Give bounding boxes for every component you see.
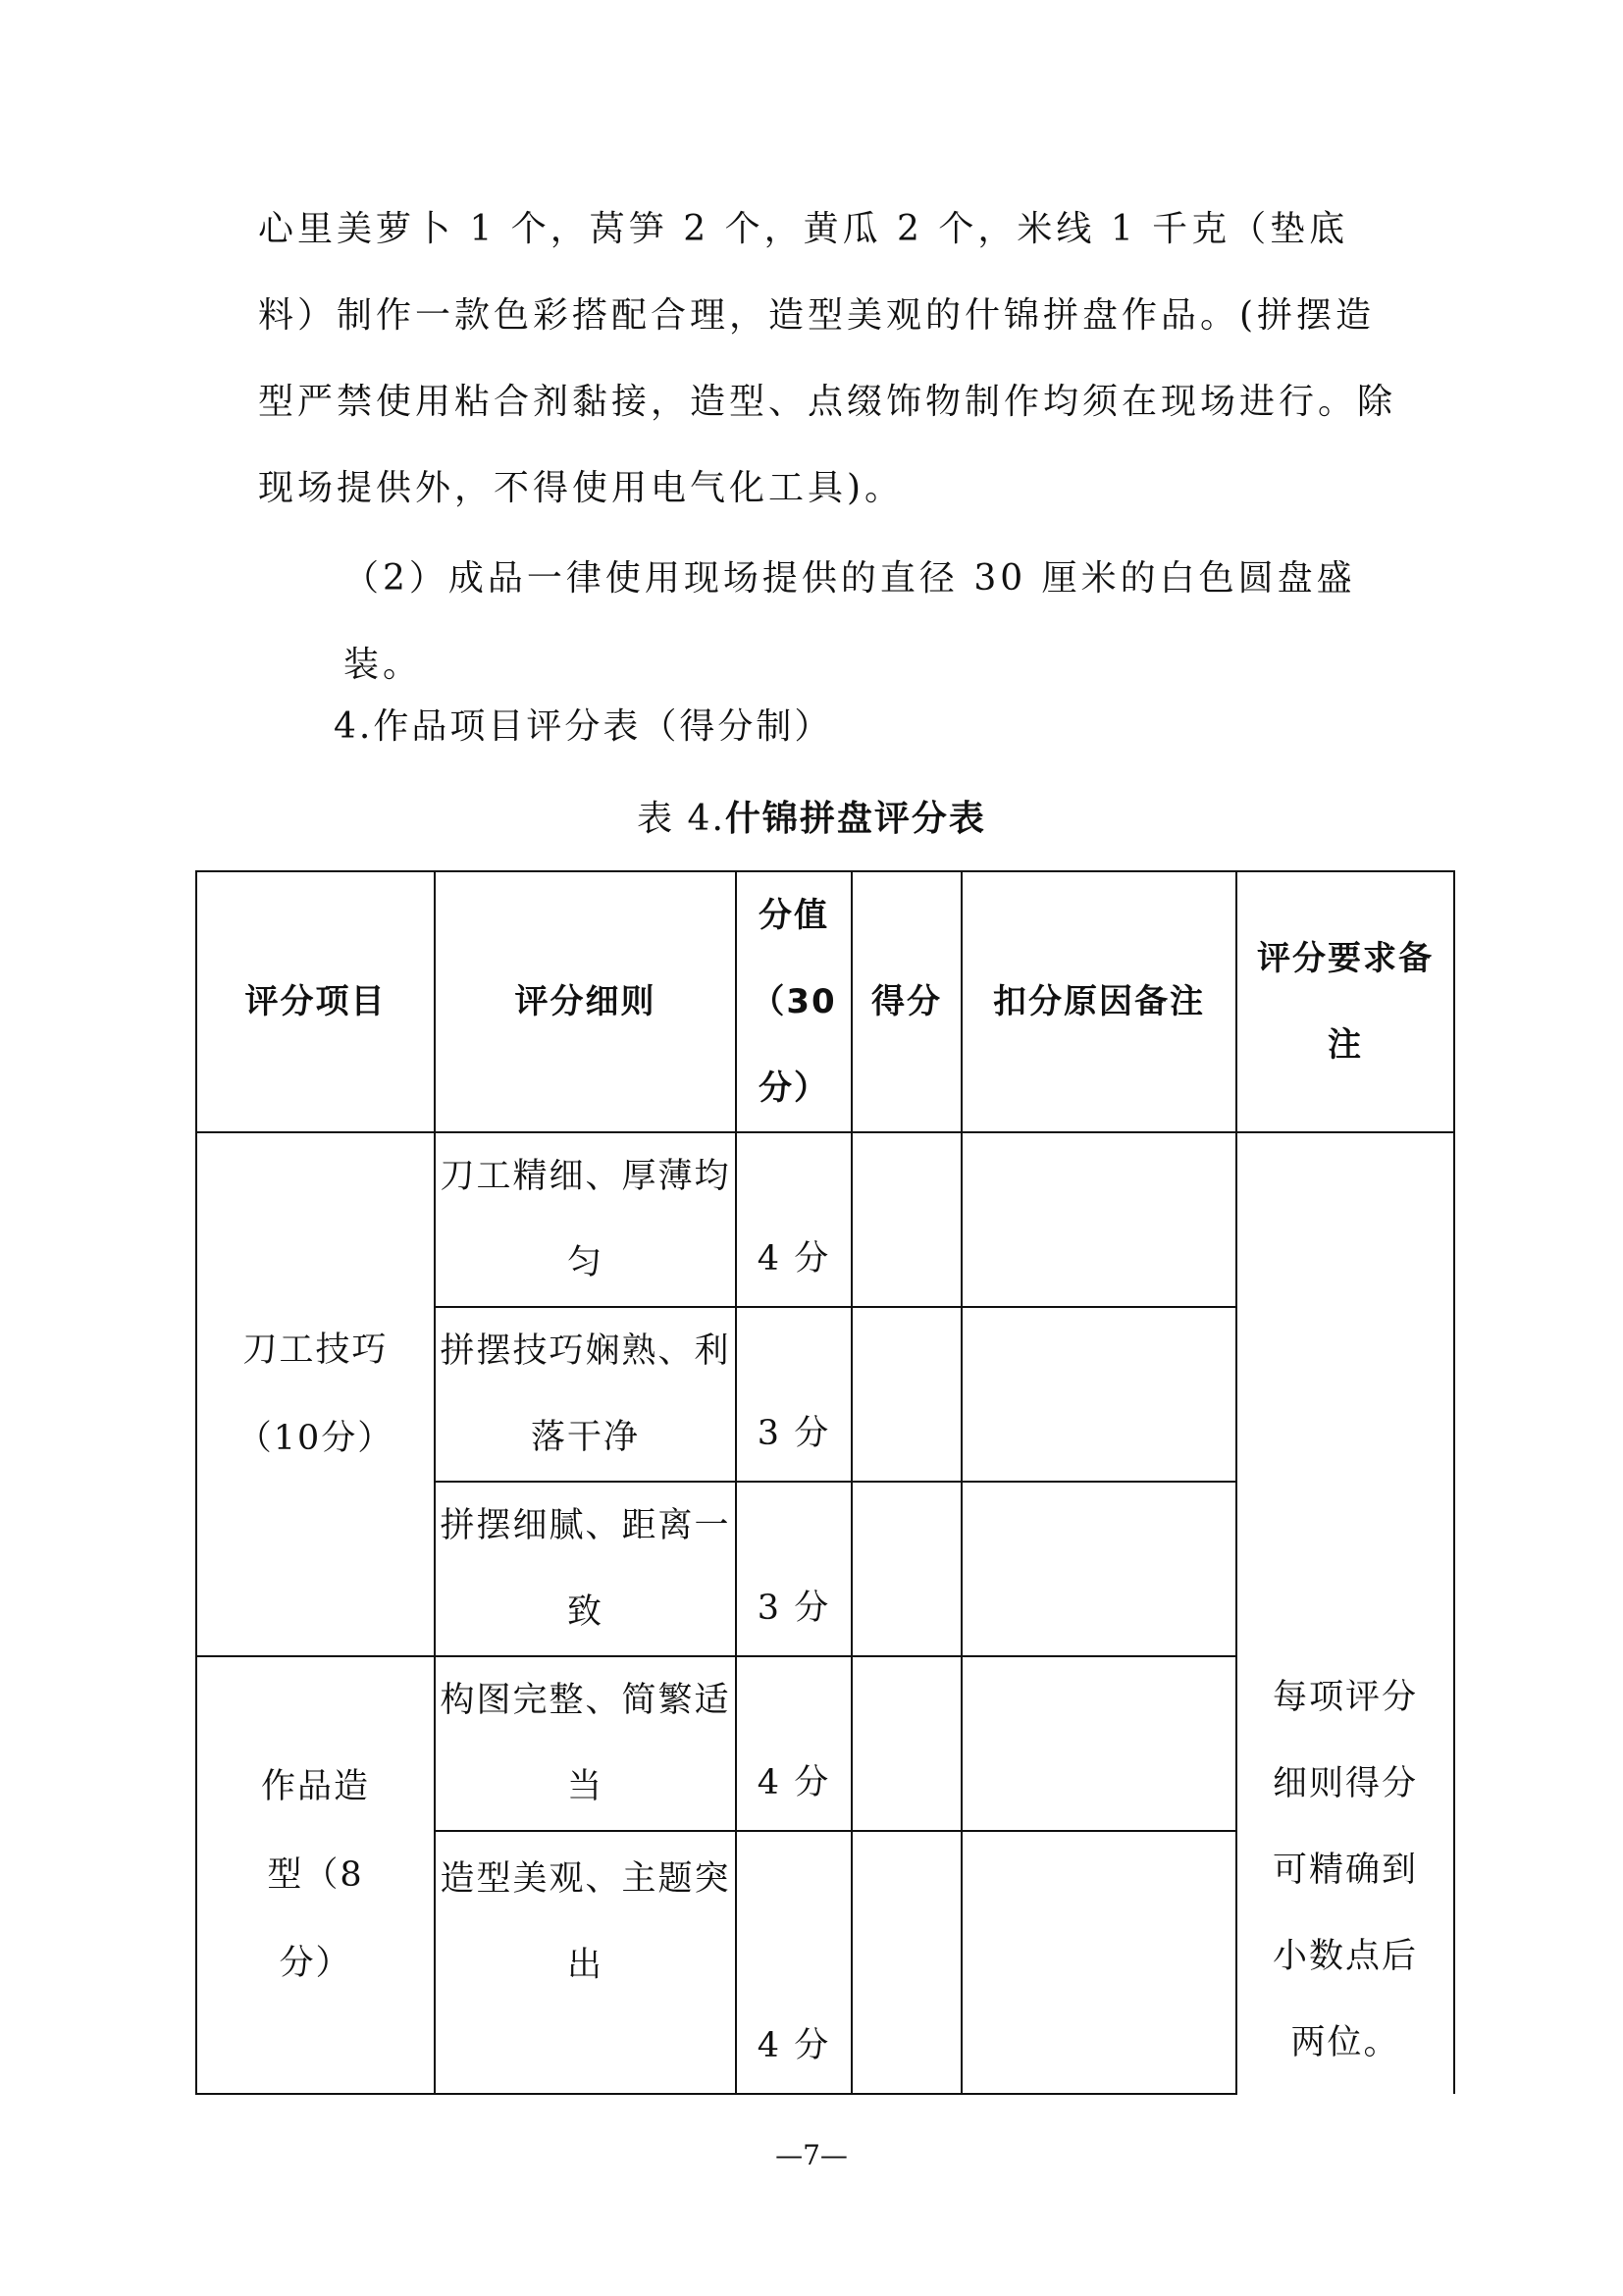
table-caption xyxy=(0,791,1623,841)
detail-cell: 构图完整、简繁适当 xyxy=(435,1656,736,1831)
value-cell xyxy=(736,1831,852,2094)
reason-cell[interactable] xyxy=(962,1307,1236,1482)
score-cell[interactable] xyxy=(852,1132,962,1307)
value-label: 3 分 xyxy=(757,1414,831,1453)
section-heading: 4.作品项目评分表（得分制） xyxy=(334,706,833,747)
value-label: 4 分 xyxy=(757,1239,831,1278)
group-item-cell xyxy=(196,1656,435,2094)
value-label: 4 分 xyxy=(757,2026,831,2065)
reason-cell[interactable] xyxy=(962,1482,1236,1656)
score-cell[interactable] xyxy=(852,1307,962,1482)
requirement-note-cell xyxy=(1236,1132,1454,2094)
header-item: 评分项目 xyxy=(196,871,435,1132)
score-cell[interactable] xyxy=(852,1831,962,2094)
detail-cell: 拼摆技巧娴熟、利落干净 xyxy=(435,1307,736,1482)
intro-paragraph: 心里美萝卜 1 个，莴笋 2 个，黄瓜 2 个，米线 1 千克（垫底料）制作一款色彩搭配合理，造型美观的什锦拼盘作品。(拼摆造型严禁使用粘合剂黏接，造型、点缀饰物制作均须在现场进行。除现场提供外，不得使用电气化工具)。 xyxy=(258,209,1397,508)
table-caption-prefix: 表 4. xyxy=(637,799,725,839)
value-label: 4 分 xyxy=(757,1763,831,1802)
value-cell xyxy=(736,1132,852,1307)
header-requirement: 评分要求备注 xyxy=(1236,871,1454,1132)
reason-cell[interactable] xyxy=(962,1656,1236,1831)
scoring-table xyxy=(195,870,1455,2095)
value-label: 3 分 xyxy=(757,1589,831,1628)
score-cell[interactable] xyxy=(852,1482,962,1656)
requirement-note: 每项评分细则得分可精确到小数点后两位。 xyxy=(1272,1678,1418,2062)
header-value: 分值（30分） xyxy=(736,871,852,1132)
group-item-cell xyxy=(196,1132,435,1656)
header-reason: 扣分原因备注 xyxy=(962,871,1236,1132)
detail-cell: 刀工精细、厚薄均匀 xyxy=(435,1132,736,1307)
header-detail: 评分细则 xyxy=(435,871,736,1132)
header-score: 得分 xyxy=(852,871,962,1132)
group-item-label: 作品造型（8分） xyxy=(260,1767,370,1983)
plate-paragraph: （2）成品一律使用现场提供的直径 30 厘米的白色圆盘盛装。 xyxy=(343,558,1356,685)
reason-cell[interactable] xyxy=(962,1132,1236,1307)
value-cell xyxy=(736,1482,852,1656)
table-row xyxy=(196,1132,1454,1307)
group-item-label: 刀工技巧（10分） xyxy=(236,1331,394,1458)
score-cell[interactable] xyxy=(852,1656,962,1831)
table-caption-title: 什锦拼盘评分表 xyxy=(724,799,986,839)
value-cell xyxy=(736,1656,852,1831)
reason-cell[interactable] xyxy=(962,1831,1236,2094)
value-cell xyxy=(736,1307,852,1482)
detail-cell: 拼摆细腻、距离一致 xyxy=(435,1482,736,1656)
detail-cell: 造型美观、主题突出 xyxy=(435,1831,736,2094)
page-number: —7— xyxy=(775,2139,848,2171)
table-header-row xyxy=(196,871,1454,1132)
